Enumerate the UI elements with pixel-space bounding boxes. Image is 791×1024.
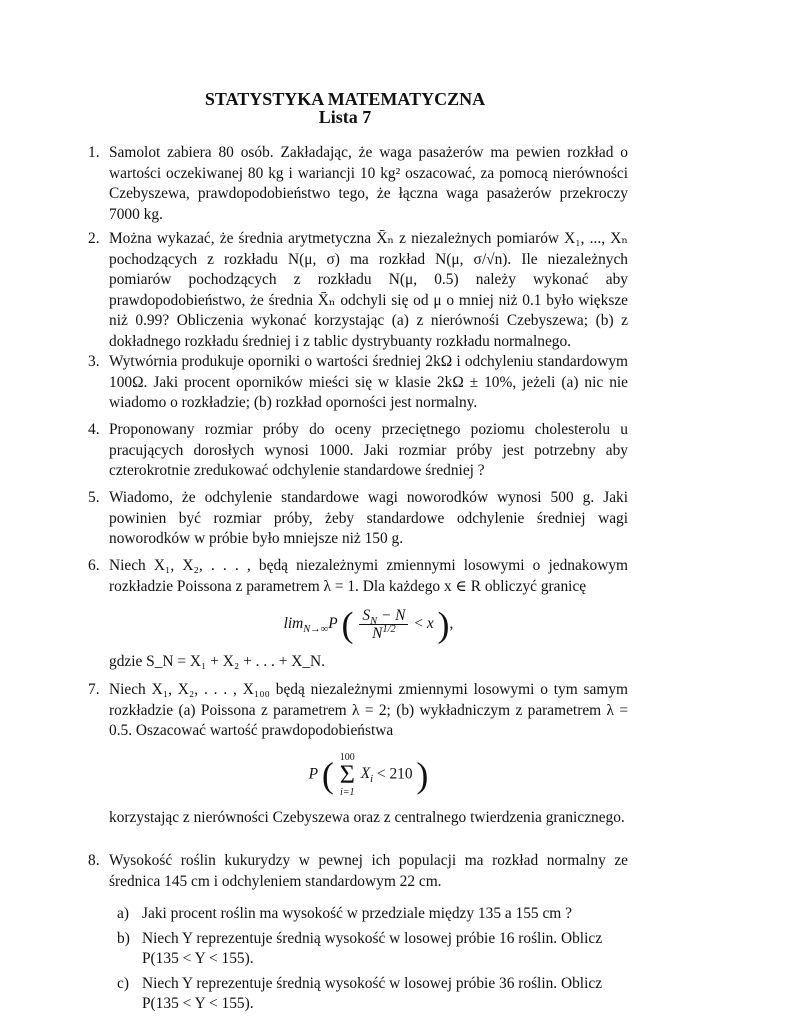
problem-4 [88,420,628,482]
problem-8 [88,851,628,892]
subitem-label: b) [117,929,130,947]
problem-1 [88,143,628,225]
problem-text: Wysokość roślin kukurydzy w pewnej ich populacji ma rozkład normalny ze średnica 145 cm i odchyleniem standardowym 22 cm. [109,852,628,890]
problem-text: Proponowany rozmiar próby do oceny przeciętnego poziomu cholesterolu u pracujących dorosłych wynosi 1000. Jaki rozmiar próby jest potrzebny aby czterokrotnie zredukować odchylenie standardowe średniej ? [109,421,628,479]
problem-number: 1. [88,144,100,161]
subitem-text: Niech Y reprezentuje średnią wysokość w losowej próbie 16 roślin. Oblicz P(135 < Y < 155). [142,929,603,967]
problem-2 [88,229,628,352]
problem-number: 2. [88,230,100,247]
problem-text-after: gdzie S_N = X₁ + X₂ + . . . + X_N. [109,653,326,670]
problem-number: 3. [88,353,100,370]
problem-text-after: korzystając z nierówności Czebyszewa oraz z centralnego twierdzenia granicznego. [109,808,625,826]
subitem-label: a) [117,905,129,922]
problem-number: 8. [88,852,100,869]
problem-text: Samolot zabiera 80 osób. Zakładając, że waga pasażerów ma pewien rozkład o wartości oczekiwanej 80 kg i wariancji 10 kg² oszacować, za pomocą nierówności Czebyszewa, prawdopodobieństwo tego, że łączna waga pasażerów przekroczy 7000 kg. [109,144,628,223]
subitem-label: c) [117,974,129,992]
problem-text: Wiadomo, że odchylenie standardowe wagi noworodków wynosi 500 g. Jaki powinien być rozmiar próby, żeby standardowe odchylenie średniej wagi noworodków w próbie było mniejsze niż 150 g. [109,489,628,547]
subitem-text: Niech Y reprezentuje średnią wysokość w losowej próbie 36 roślin. Oblicz P(135 < Y < 155). [142,974,603,1012]
problem-number: 5. [88,489,100,506]
subitem-text: Jaki procent roślin ma wysokość w przedziale między 135 a 155 cm ? [142,905,572,922]
problem-number: 7. [88,681,100,698]
page-title: STATYSTYKA MATEMATYCZNA [204,89,486,109]
list-item [117,974,627,1015]
page-subtitle: Lista 7 [318,107,372,127]
problem-number: 6. [88,557,100,574]
problem-text: Niech X₁, X₂, . . . , będą niezależnymi zmiennymi losowymi o jednakowym rozkładzie Poissona z parametrem λ = 1. Dla każdego x ∈ R obliczyć granicę [109,557,628,595]
list-item [117,904,627,925]
formula-sum: P ( 100 Σ i=1 $X_i < 210$ ) [308,751,429,798]
problem-3 [88,352,628,414]
problem-8-subitems [117,904,627,1019]
problem-text: Niech X₁, X₂, . . . , X₁₀₀ będą niezależnymi zmiennymi losowymi o tym samym rozkładzie (a) Poissona z parametrem λ = 2; (b) wykładniczym z parametrem λ = 0.5. Oszacować wartość prawdopodobieństwa [109,681,628,739]
formula-limit: $\lim_{N\to\infty}P$ ( $\frac{S_N - N}{N^{1/2}}$ < x ), [283,604,454,645]
problem-number: 4. [88,421,100,438]
problem-text: Wytwórnia produkuje oporniki o wartości średniej 2kΩ i odchyleniu standardowym 100Ω. Jaki procent oporników mieści się w klasie 2kΩ ± 10%, jeżeli (a) nic nie wiadomo o rozkładzie; (b) rozkład oporności jest normalny. [109,353,628,411]
problem-6 [88,556,628,673]
problem-7 [88,680,628,828]
list-item [117,929,627,970]
problem-5 [88,488,628,550]
problem-text: Można wykazać, że średnia arytmetyczna X̄ₙ z niezależnych pomiarów X₁, ..., Xₙ pochodzących z rozkładu N(μ, σ) ma rozkład N(μ, σ/√n). Ile niezależnych pomiarów pochodzących z rozkładu N(μ, 0.5) należy wykonać aby prawdopodobieństwo, że średnia X̄ₙ odchyli się od μ o mniej niż 0.1 było większe niż 0.99? Obliczenia wykonać korzystając (a) z nierównośi Czebyszewa; (b) z dokładnego rozkładu średniej i z tablic dystrybuanty rozkładu normalnego. [109,230,628,350]
